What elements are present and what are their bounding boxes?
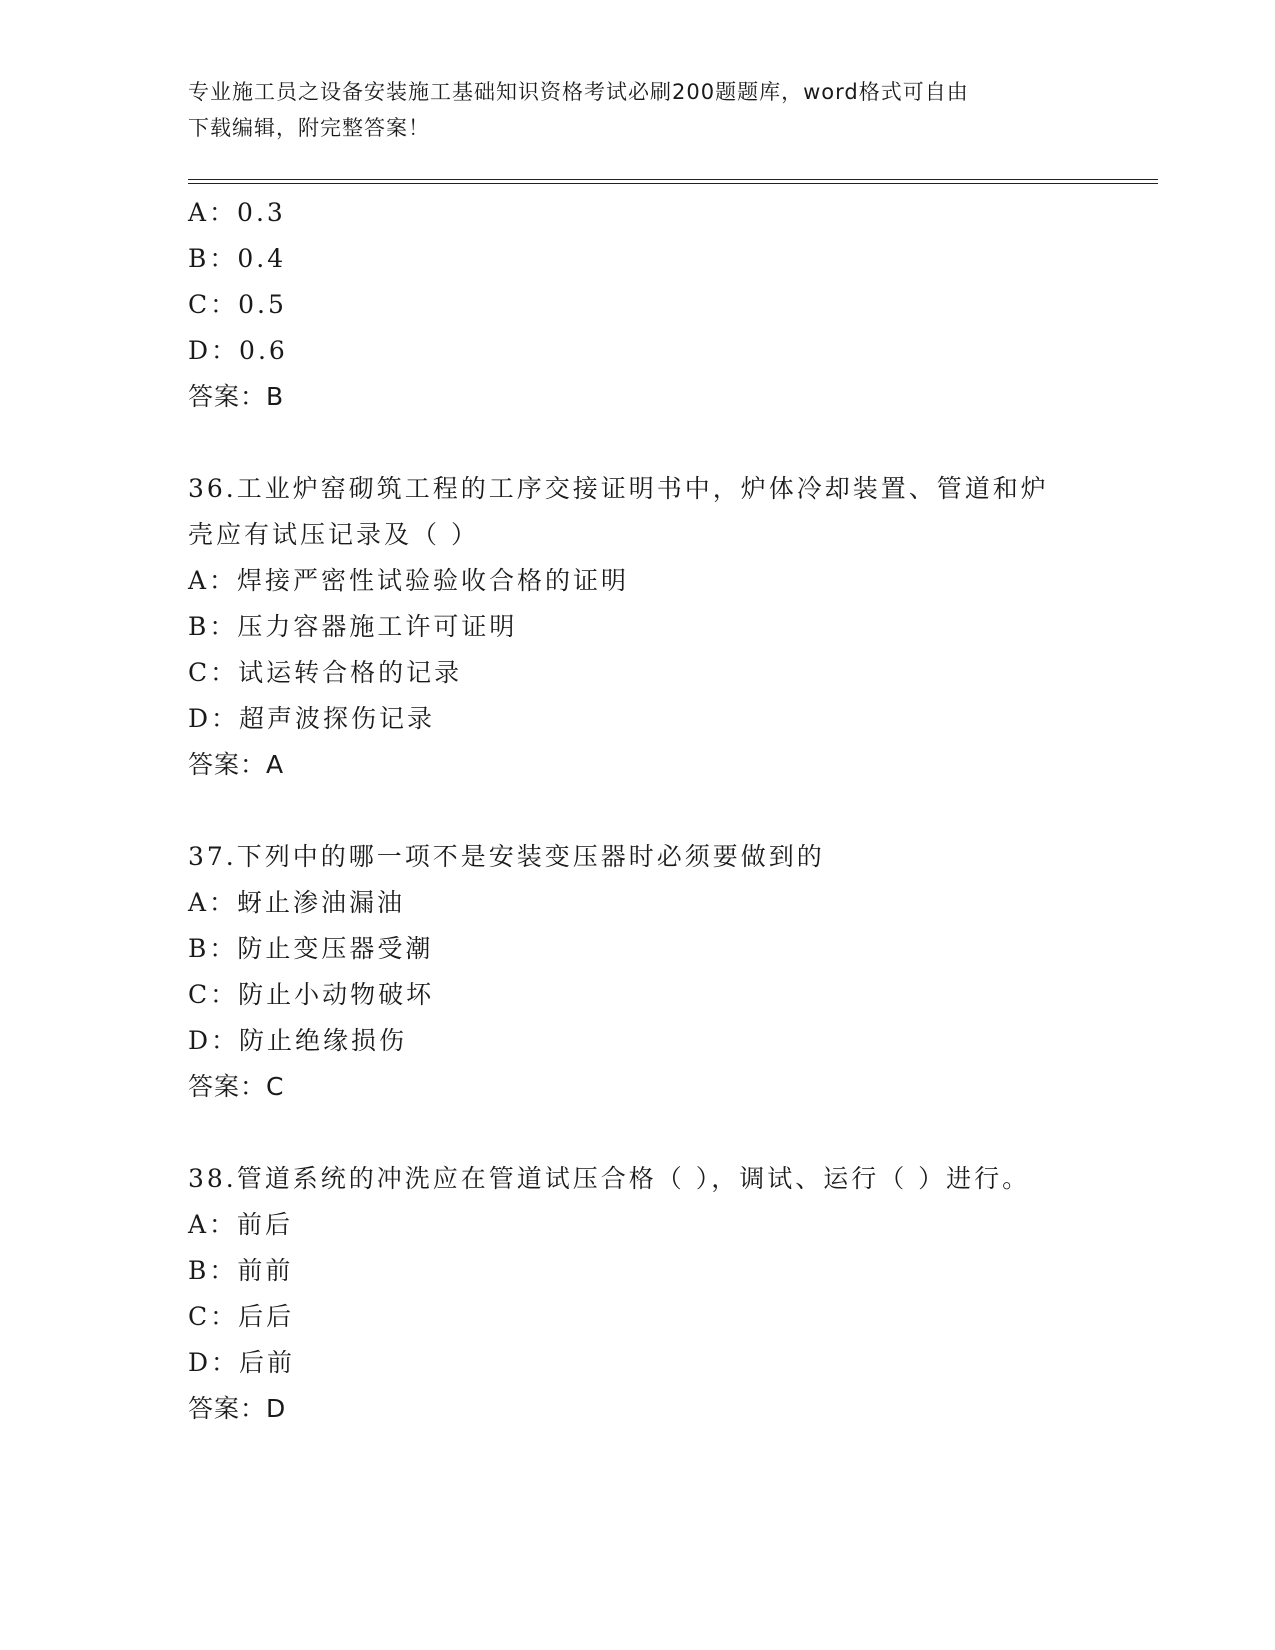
question-38	[188, 1156, 1148, 1432]
question-35	[188, 190, 1148, 420]
spacer	[188, 1110, 1148, 1156]
header-line-1: 专业施工员之设备安装施工基础知识资格考试必刷200题题库，word格式可自由	[188, 80, 969, 104]
question-title: 38.管道系统的冲洗应在管道试压合格（ ），调试、运行（ ）进行。	[188, 1164, 1031, 1193]
option-b: B：0.4	[188, 244, 287, 273]
question-title: 37.下列中的哪一项不是安装变压器时必须要做到的	[188, 842, 825, 871]
document-header	[188, 74, 1088, 146]
answer: 答案：C	[188, 1072, 285, 1101]
divider-line-top	[188, 179, 1158, 180]
question-list	[188, 190, 1148, 1432]
spacer	[188, 420, 1148, 466]
answer: 答案：A	[188, 750, 285, 779]
header-divider	[188, 179, 1158, 184]
option-c: C：后后	[188, 1302, 295, 1331]
question-title-line-2: 壳应有试压记录及（ ）	[188, 520, 479, 549]
option-c: C：0.5	[188, 290, 287, 319]
option-a: A：前后	[188, 1210, 294, 1239]
option-a: A：0.3	[188, 198, 286, 227]
option-c: C：试运转合格的记录	[188, 658, 463, 687]
option-d: D：后前	[188, 1348, 296, 1377]
option-b: B：防止变压器受潮	[188, 934, 434, 963]
question-37	[188, 834, 1148, 1110]
answer: 答案：B	[188, 382, 285, 411]
option-b: B：前前	[188, 1256, 294, 1285]
option-a: A：蚜止渗油漏油	[188, 888, 406, 917]
header-line-2: 下载编辑，附完整答案！	[188, 116, 430, 140]
option-c: C：防止小动物破坏	[188, 980, 435, 1009]
question-title-line-1: 36.工业炉窑砌筑工程的工序交接证明书中，炉体冷却装置、管道和炉	[188, 474, 1049, 503]
option-d: D：超声波探伤记录	[188, 704, 436, 733]
option-a: A：焊接严密性试验验收合格的证明	[188, 566, 630, 595]
question-36	[188, 466, 1148, 788]
divider-line-bottom	[188, 183, 1158, 184]
option-d: D：0.6	[188, 336, 288, 365]
option-d: D：防止绝缘损伤	[188, 1026, 408, 1055]
answer: 答案：D	[188, 1394, 287, 1423]
option-b: B：压力容器施工许可证明	[188, 612, 518, 641]
spacer	[188, 788, 1148, 834]
